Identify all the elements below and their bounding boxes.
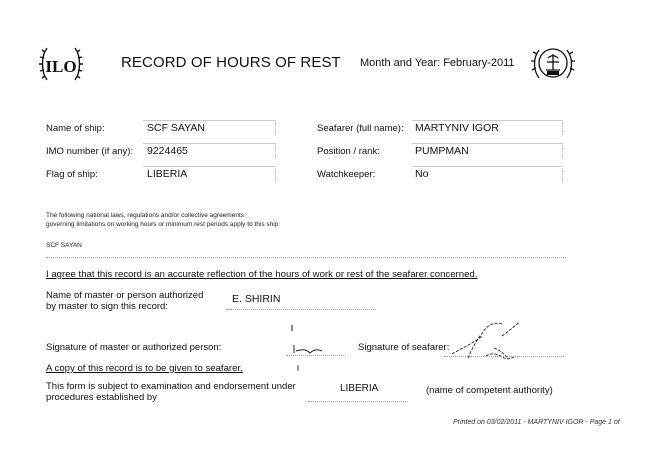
seafarer-signature-line xyxy=(444,356,564,357)
flag-value: LIBERIA xyxy=(147,168,188,180)
ilo-logo xyxy=(39,42,83,86)
master-label-line-2: by master to sign this record: xyxy=(46,301,168,312)
copy-note: A copy of this record is to be given to seafarer. xyxy=(46,363,243,374)
laws-line-2: governing limitations on working hours or minimum rest periods apply to this ship: xyxy=(46,221,281,228)
month-year xyxy=(360,57,515,69)
month-year-label: Month and Year: xyxy=(360,57,441,69)
master-signature-label: Signature of master or authorized person: xyxy=(46,342,222,353)
watchkeeper-field xyxy=(412,166,563,181)
master-name-underline xyxy=(226,309,376,310)
ship-name-value: SCF SAYAN xyxy=(147,122,205,134)
laws-line-1: The following national laws, regulations and/or collective agreements xyxy=(46,212,244,219)
laws-underline xyxy=(46,257,566,258)
imo-number-value: 9224465 xyxy=(147,145,188,157)
master-signature-mark xyxy=(286,315,346,375)
flag-label: Flag of ship: xyxy=(46,169,98,180)
examination-line-2: procedures established by xyxy=(46,392,157,403)
month-year-value: February-2011 xyxy=(443,57,515,69)
watchkeeper-label: Watchkeeper: xyxy=(317,169,376,180)
watchkeeper-value: No xyxy=(415,168,429,180)
laws-value: SCF SAYAN xyxy=(46,242,82,249)
agreement-text: I agree that this record is an accurate reflection of the hours of work or rest of the seafarer concerned. xyxy=(46,269,478,280)
seafarer-name-value: MARTYNIV IGOR xyxy=(415,122,499,134)
authority-value: LIBERIA xyxy=(340,383,379,394)
authority-underline xyxy=(308,401,408,402)
page-title: RECORD OF HOURS OF REST xyxy=(121,54,341,71)
seafarer-signature-label: Signature of seafarer: xyxy=(358,342,450,353)
master-name-value: E. SHIRIN xyxy=(232,293,281,305)
ilo-logo-text: ILO xyxy=(45,57,77,76)
ship-name-label: Name of ship: xyxy=(46,123,105,134)
printed-footer: Printed on 03/02/2011 - MARTYNIV IGOR - Page 1 of xyxy=(453,419,620,426)
position-value: PUMPMAN xyxy=(415,145,469,157)
authority-label: (name of competent authority) xyxy=(426,385,553,396)
seafarer-signature xyxy=(446,318,532,368)
position-label: Position / rank: xyxy=(317,146,380,157)
imo-emblem-icon xyxy=(530,40,576,86)
seafarer-name-label: Seafarer (full name): xyxy=(317,123,404,134)
master-label-line-1: Name of master or person authorized xyxy=(46,290,204,301)
imo-number-label: IMO number (if any): xyxy=(46,146,134,157)
examination-line-1: This form is subject to examination and endorsement under xyxy=(46,381,296,392)
